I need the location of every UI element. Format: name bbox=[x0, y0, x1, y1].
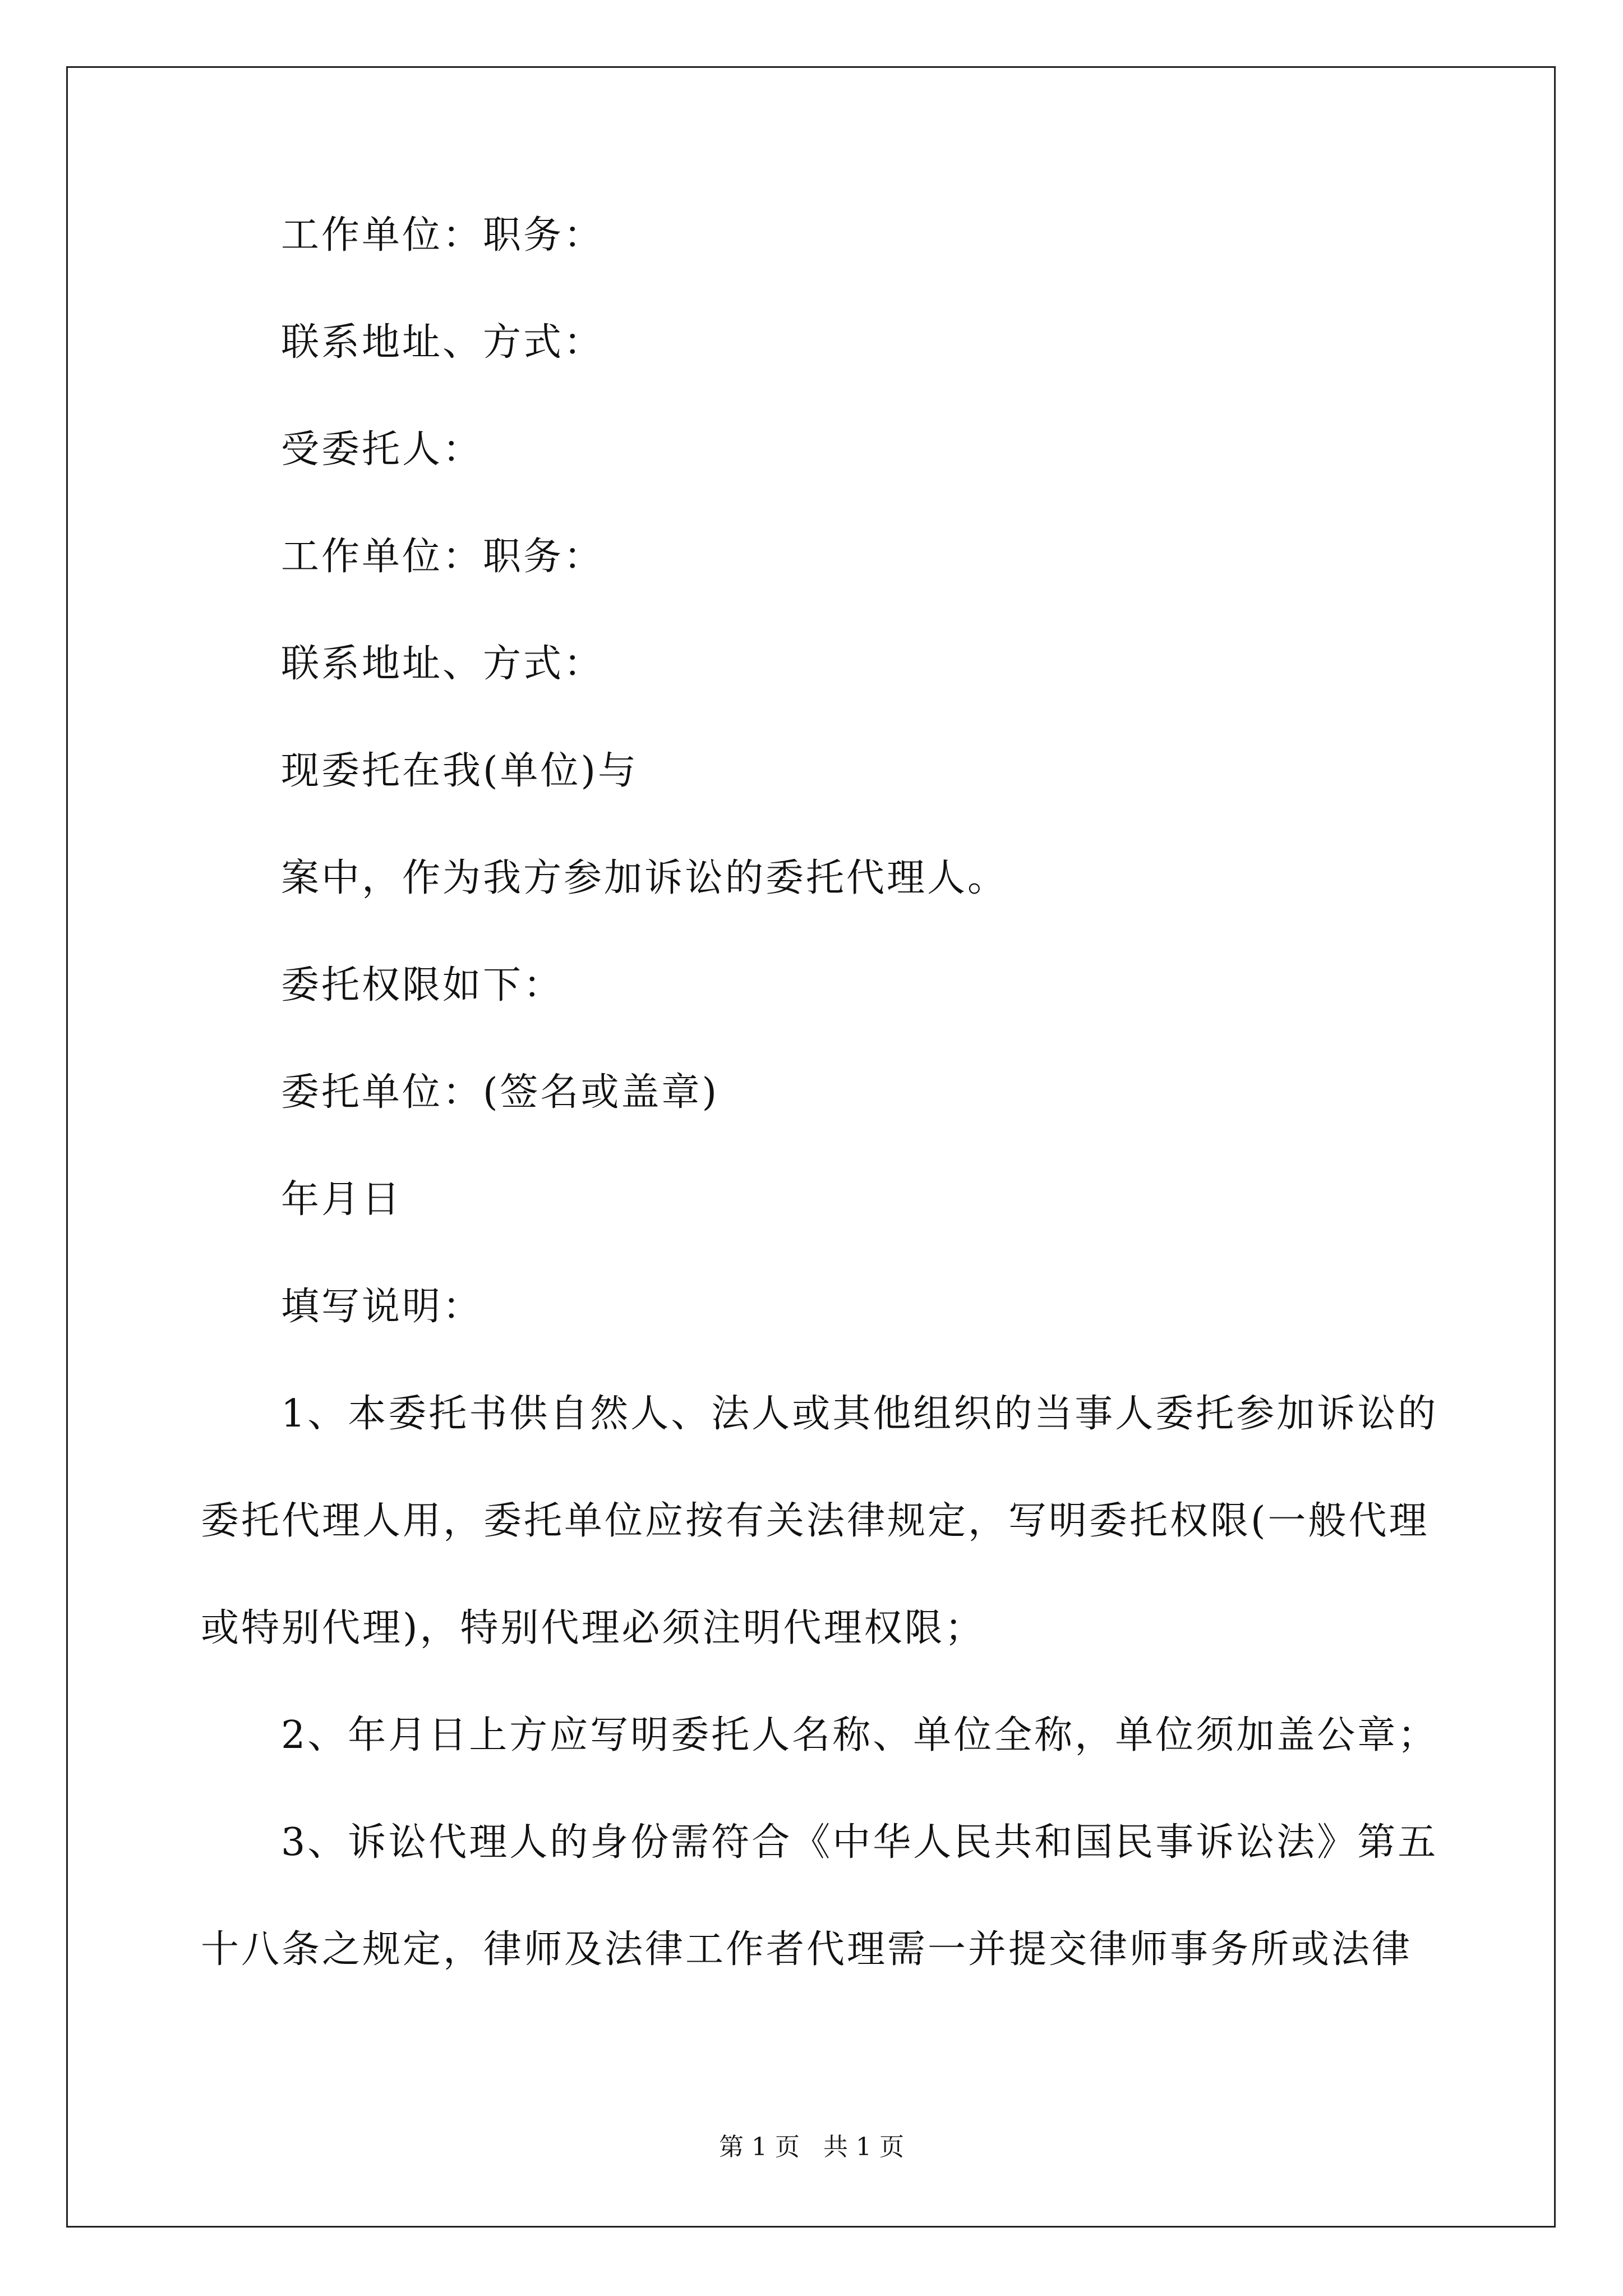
instructions-heading: 填写说明： bbox=[281, 1285, 483, 1329]
note-3-line-1: 3、诉讼代理人的身份需符合《中华人民共和国民事诉讼法》第五 bbox=[281, 1820, 1438, 1865]
field-work-unit-2: 工作单位：职务： bbox=[281, 535, 605, 579]
note-3-line-2: 十八条之规定，律师及法律工作者代理需一并提交律师事务所或法律 bbox=[201, 1927, 1413, 1972]
field-contact-2: 联系地址、方式： bbox=[281, 642, 605, 686]
note-1-line-3: 或特别代理)，特别代理必须注明代理权限； bbox=[201, 1606, 985, 1650]
signature-field: 委托单位：(签名或盖章) bbox=[281, 1070, 720, 1115]
field-trustee: 受委托人： bbox=[281, 427, 483, 472]
page-footer bbox=[0, 2132, 1623, 2163]
field-work-unit-1: 工作单位：职务： bbox=[281, 213, 605, 257]
date-field: 年月日 bbox=[281, 1177, 403, 1222]
entrust-statement: 现委托在我(单位)与 bbox=[281, 749, 639, 793]
page-number: 第 1 页 bbox=[719, 2133, 800, 2161]
field-contact-1: 联系地址、方式： bbox=[281, 320, 605, 365]
case-statement: 案中，作为我方参加诉讼的委托代理人。 bbox=[281, 856, 1008, 900]
note-1-line-2: 委托代理人用，委托单位应按有关法律规定，写明委托权限(一般代理 bbox=[201, 1499, 1430, 1543]
authority-heading: 委托权限如下： bbox=[281, 963, 564, 1007]
document-body bbox=[201, 213, 1438, 1972]
note-2: 2、年月日上方应写明委托人名称、单位全称，单位须加盖公章； bbox=[281, 1713, 1438, 1757]
note-1-line-1: 1、本委托书供自然人、法人或其他组织的当事人委托参加诉讼的 bbox=[281, 1392, 1438, 1436]
page-total: 共 1 页 bbox=[823, 2133, 904, 2161]
